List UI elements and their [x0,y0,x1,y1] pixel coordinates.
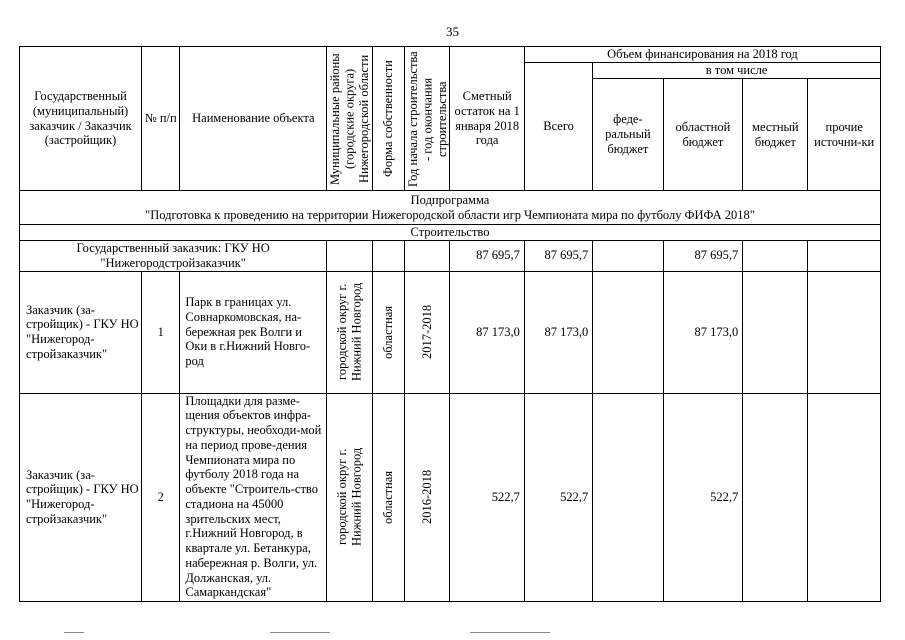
row-customer: Заказчик (за-стройщик) - ГКУ НО "Нижегород-стройзаказчик" [20,271,142,393]
row-num: 2 [142,393,180,601]
row-district: городской округ г. Нижний Новгород [335,282,364,382]
row-balance: 522,7 [450,393,525,601]
header-years: Год начала строительства - год окончания строительства [405,50,449,187]
scan-artifact [470,632,550,633]
subprogram-row [20,191,881,225]
row-object-name: Площадки для разме-щения объектов инфра-структуры, необходи-мой на период прове-дения Чемпионата мира по футболу 2018 года на объекте "Строитель-ство стадиона на 45000 зрительских мест, г.Нижний Новгород, в квартале ул. Бетанкура, набережная р. Волги, ул. Должанская, ул. Самаркандская" [180,393,327,601]
row-other [808,271,881,393]
header-local: местный бюджет [743,79,808,191]
row-years: 2017-2018 [419,304,434,360]
header-total: Всего [524,63,592,191]
row-total: 87 173,0 [524,271,592,393]
row-local [743,393,808,601]
header-object-name: Наименование объекта [180,47,327,191]
table-row [20,393,881,601]
header-ownership: Форма собственности [381,60,396,177]
header-regional: областной бюджет [663,79,743,191]
scan-artifact [64,632,84,633]
state-customer-total: 87 695,7 [524,241,592,272]
header-federal: феде-ральный бюджет [593,79,663,191]
table-row [20,271,881,393]
header-including: в том числе [593,63,881,79]
header-row [20,47,881,63]
subprogram-title: "Подготовка к проведению на территории Нижегородской области игр Чемпионата мира по футболу ФИФА 2018" [145,207,755,222]
row-local [743,271,808,393]
row-object-name: Парк в границах ул. Совнаркомовская, на-бережная рек Волги и Оки в г.Нижний Новго-род [180,271,327,393]
header-ownership-cell [372,47,404,191]
header-financing: Объем финансирования на 2018 год [524,47,880,63]
header-num: № п/п [142,47,180,191]
row-ownership: областная [381,305,396,359]
row-district: городской округ г. Нижний Новгород [335,447,364,547]
section-row [20,225,881,241]
row-years: 2016-2018 [419,469,434,525]
header-other: прочие источни-ки [808,79,881,191]
row-total: 522,7 [524,393,592,601]
financing-table [19,46,881,602]
state-customer-regional: 87 695,7 [663,241,743,272]
state-customer-row [20,241,881,272]
scan-artifact [270,632,330,633]
state-customer-balance: 87 695,7 [450,241,525,272]
row-regional: 87 173,0 [663,271,743,393]
row-federal [593,393,663,601]
row-customer: Заказчик (за-стройщик) - ГКУ НО "Нижегород-стройзаказчик" [20,393,142,601]
header-balance: Сметный остаток на 1 января 2018 года [450,47,525,191]
row-other [808,393,881,601]
row-ownership: областная [381,470,396,524]
header-districts: Муниципальные районы (городские округа) Нижегородской области [328,52,372,185]
row-regional: 522,7 [663,393,743,601]
page-number: 35 [446,24,459,39]
header-years-cell [404,47,450,191]
section-title: Строительство [20,225,881,241]
row-balance: 87 173,0 [450,271,525,393]
row-federal [593,271,663,393]
header-customer: Государственный (муниципальный) заказчик / Заказчик (застройщик) [20,47,142,191]
state-customer-label: Государственный заказчик: ГКУ НО "Нижегородстройзаказчик" [20,241,327,272]
subprogram-label: Подпрограмма [410,192,490,207]
row-num: 1 [142,271,180,393]
header-districts-cell [327,47,373,191]
